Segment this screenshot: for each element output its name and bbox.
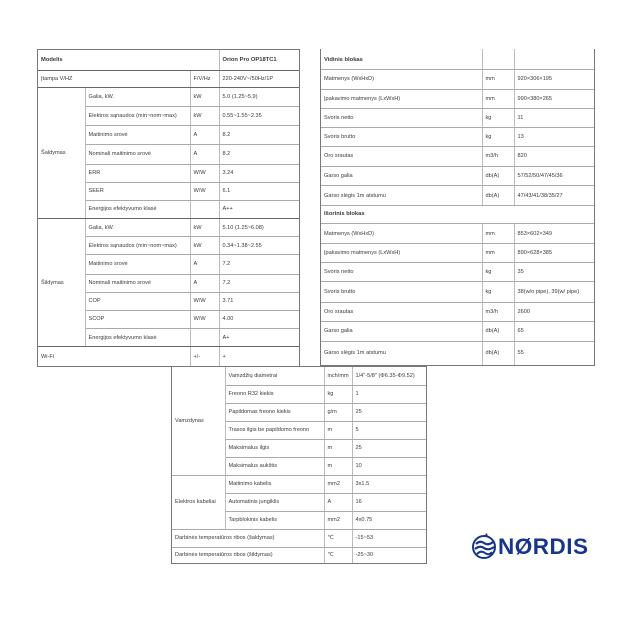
row-label: Maitinimo srovė [85,255,190,274]
row-label: Nominali maitinimo srovė [85,145,190,164]
row-unit: A [190,255,219,274]
row-value: 0.34~1.38~2.55 [219,237,299,255]
row-unit: kg [482,281,514,302]
row-value: 6.1 [219,182,299,200]
table-row [38,50,299,70]
outdoor-title: Išorinis blokas [321,205,594,224]
row-unit: kW [190,107,219,126]
row-value: 13 [514,127,594,147]
row-unit: A [190,274,219,292]
row-label: Maksimalus aukštis [225,457,324,475]
row-label: Energijos efektyvumo klasė [85,329,190,347]
row-value: 55 [517,350,524,357]
row-value: 7.2 [219,274,299,292]
table-row [321,224,594,244]
row-unit: m [324,457,352,475]
row-unit: ℃ [324,547,352,563]
row-label: Papildomas freono kiekis [225,403,324,421]
table-row [38,87,299,106]
row-value: 25 [352,439,426,457]
row-value: 2600 [514,302,594,322]
table-row [321,89,594,109]
row-label: Tarpblokinis kabelis [225,511,324,529]
nordis-logo [471,532,611,562]
table-row [38,70,299,87]
row-unit: kW [190,87,219,106]
row-unit: m3/h [482,302,514,322]
row-value: 4x0.75 [352,511,426,529]
voltage-label: Įtampa V/HZ [38,70,190,87]
row-label: Svoris netto [321,263,482,282]
row-unit: db(A) [482,341,514,365]
specs-table-units [320,49,595,366]
row-unit: A [190,145,219,164]
row-unit: mm [482,89,514,109]
table-row [321,70,594,90]
row-unit: kW [190,237,219,255]
voltage-value: 220-240V~/50Hz/1P [219,70,299,87]
table-row [172,547,426,563]
table-row [321,109,594,128]
row-value: 1 [352,385,426,403]
row-value: -15~53 [352,529,426,547]
row-value: 1/4"-5/8" (Φ6.35-Φ9.52) [352,367,426,385]
row-unit: W/W [190,164,219,182]
table-row [172,529,426,547]
table-row [321,341,594,365]
row-unit: W/W [190,310,219,328]
row-unit: mm2 [324,475,352,493]
row-label: Galia, kW. [85,219,190,237]
table-row [321,302,594,322]
row-value: 3x1.5 [352,475,426,493]
row-label: Elektros sąnaudos (min~nom~max) [85,107,190,126]
row-unit: m [324,439,352,457]
row-label: SCOP [85,310,190,328]
row-unit: m [324,421,352,439]
row-value: 35 [514,263,594,282]
heating-group-label: Šildymas [38,219,85,347]
logo-text: NØRDIS [498,534,589,559]
row-label: Įpakavimo matmenys (LxWxH) [321,89,482,109]
row-label: Svoris netto [321,109,482,128]
row-value: 57/52/50/47/45/36 [514,166,594,186]
table-row [38,347,299,366]
row-value: 820 [514,147,594,167]
row-label: Galia, kW. [85,87,190,106]
row-label: Oro srautas [321,302,482,322]
row-value: 3.71 [219,292,299,310]
row-value: 7.2 [219,255,299,274]
row-label: Matmenys (WxHxD) [321,224,482,244]
row-label: Nominali maitinimo srovė [85,274,190,292]
row-value: 11 [514,109,594,128]
row-value: A+ [219,329,299,347]
row-value: 0.55~1.55~2.35 [219,107,299,126]
logo-mark-icon [471,532,501,562]
row-label: Garso galia [321,166,482,186]
row-unit: mm [482,70,514,90]
row-unit [190,329,219,347]
row-unit: A [324,493,352,511]
row-value: 990×380×265 [514,89,594,109]
row-value: 65 [514,322,594,342]
row-label: Energijos efektyvumo klasė [85,200,190,218]
specs-table-installation [171,366,427,564]
table-row [321,166,594,186]
row-value: 8.2 [219,126,299,145]
model-value: Orion Pro OP18TC1 [219,50,299,70]
row-value: 3.24 [219,164,299,182]
row-unit: inch/mm [324,367,352,385]
table-row [321,243,594,263]
row-label: Maitinimo srovė [85,126,190,145]
table-row [38,219,299,237]
row-label: Vamzdžių diametrai [225,367,324,385]
row-value: 920×306×195 [514,70,594,90]
wifi-value: + [222,353,226,360]
table-row [321,263,594,282]
row-unit: db(A) [482,322,514,342]
row-unit [190,200,219,218]
row-label: Garso slėgis 1m atstumu [321,341,482,365]
row-label: Trasos ilgis be papildomo freono [225,421,324,439]
row-unit: mm [482,243,514,263]
row-unit: kW [190,219,219,237]
row-unit: A [190,126,219,145]
table-row [321,322,594,342]
row-label: Matmenys (WxHxD) [321,70,482,90]
row-label: Elektros sąnaudos (min~nom~max) [85,237,190,255]
row-value: 16 [352,493,426,511]
wifi-label: Wi-Fi [38,347,190,366]
row-unit: kg [482,263,514,282]
row-label: Maitinimo kabelis [225,475,324,493]
specs-table-general [37,49,300,367]
table-row [172,367,426,385]
table-row [321,186,594,206]
row-label: ERR [85,164,190,182]
row-unit: W/W [190,292,219,310]
row-label: Įpakavimo matmenys (LxWxH) [321,243,482,263]
table-row [321,147,594,167]
row-value: 853×602×349 [514,224,594,244]
row-value: 4.00 [219,310,299,328]
row-unit: db(A) [482,166,514,186]
table-row [321,127,594,147]
model-label: Modelis [38,50,219,70]
cooling-group-label: Šaldymas [38,87,85,218]
row-value: 5.0 (1.25~5.9) [219,87,299,106]
row-label: Darbinės temperatūros ribos (šildymas) [172,547,324,563]
row-value: 890×628×385 [514,243,594,263]
row-label: Freono R32 kiekis [225,385,324,403]
row-unit: kg [324,385,352,403]
row-unit: g/m [324,403,352,421]
voltage-unit: F/V/Hz [190,70,219,87]
piping-group-label: Vamzdynas [172,367,225,475]
row-value: 47/43/41/38/35/27 [514,186,594,206]
row-value: 25 [352,403,426,421]
row-label: Automatinis jungiklis [225,493,324,511]
row-value: 5 [352,421,426,439]
table-row [172,475,426,493]
row-unit: mm2 [324,511,352,529]
row-value: 38(w/o pipe), 39(w/ pipe) [514,281,594,302]
row-unit: m3/h [482,147,514,167]
row-label: Garso galia [321,322,482,342]
row-unit: kg [482,109,514,128]
row-value: A++ [219,200,299,218]
row-unit: mm [482,224,514,244]
row-value: 10 [352,457,426,475]
row-label: Garso slėgis 1m atstumu [321,186,482,206]
row-value: 8.2 [219,145,299,164]
row-label: Oro srautas [321,147,482,167]
table-row [321,51,594,70]
row-value: -25~30 [355,552,374,559]
row-label: Svoris brutto [321,281,482,302]
row-unit: W/W [190,182,219,200]
row-label: Svoris brutto [321,127,482,147]
row-unit: kg [482,127,514,147]
row-label: Darbinės temperatūros ribos (šaldymas) [172,529,324,547]
row-value: 5.10 (1.25~6.08) [219,219,299,237]
table-row [321,205,594,224]
wifi-unit: +/- [190,347,219,366]
row-unit: db(A) [482,186,514,206]
cables-group-label: Elektros kabeliai [172,475,225,529]
row-label: COP [85,292,190,310]
indoor-title: Vidinis blokas [321,51,482,70]
row-label: Maksimalus ilgis [225,439,324,457]
row-unit: ℃ [324,529,352,547]
row-label: SEER [85,182,190,200]
table-row [321,281,594,302]
